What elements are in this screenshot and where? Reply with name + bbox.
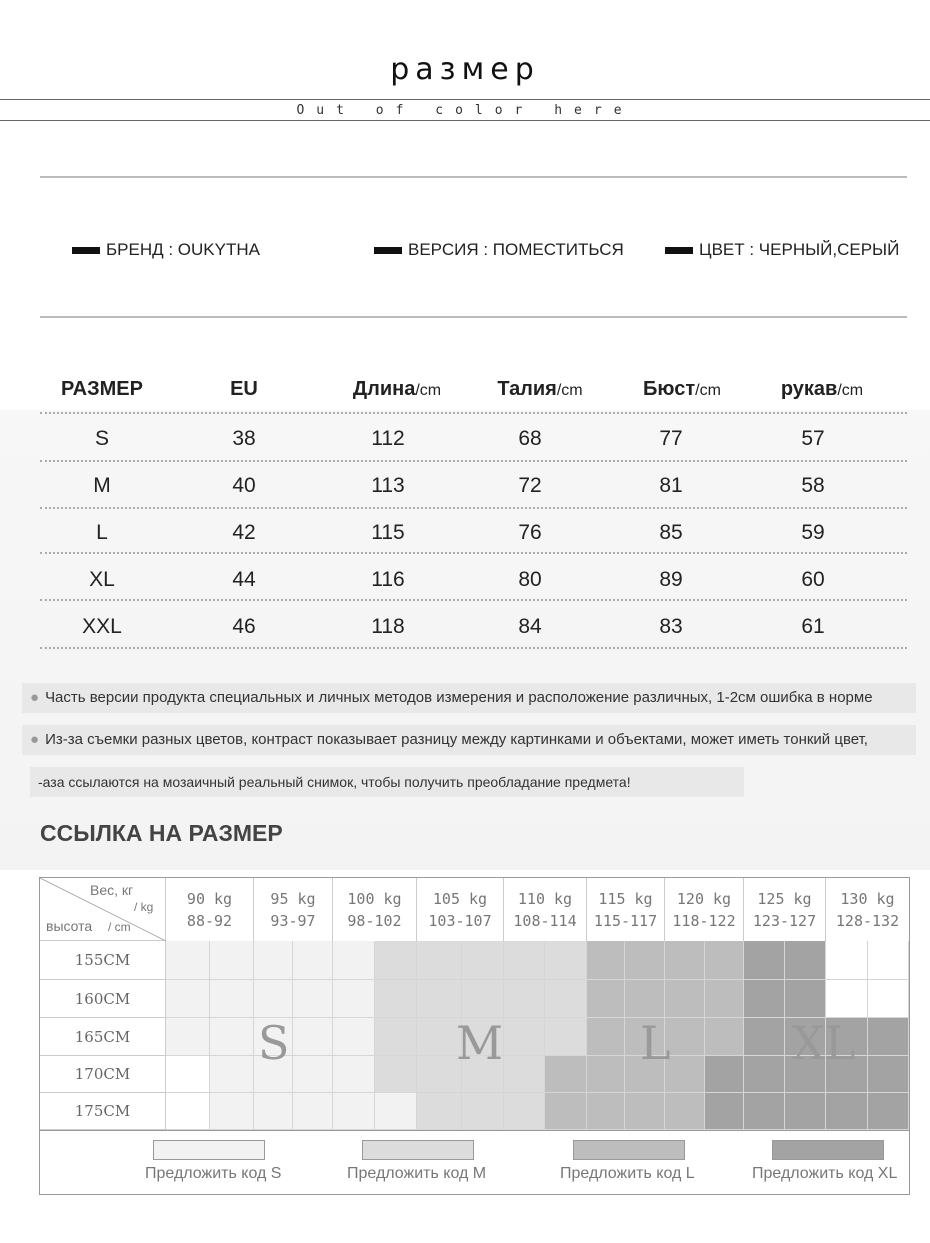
weight-column-header: 125 kg 123-127 bbox=[744, 878, 826, 941]
table-row bbox=[40, 474, 907, 521]
grid-cell bbox=[166, 941, 210, 980]
grid-cell bbox=[826, 941, 868, 980]
grid-cell bbox=[744, 1093, 785, 1130]
grid-cell bbox=[868, 980, 909, 1018]
grid-cell bbox=[587, 980, 625, 1018]
cell-size: XL bbox=[89, 568, 115, 591]
grid-cell bbox=[210, 980, 254, 1018]
page-title: размер bbox=[390, 52, 540, 87]
grid-cell bbox=[462, 980, 504, 1018]
cell-length: 118 bbox=[371, 615, 405, 638]
grid-cell bbox=[785, 941, 826, 980]
weight-column-header: 90 kg 88-92 bbox=[166, 878, 254, 941]
grid-cell bbox=[375, 1093, 417, 1130]
table-row bbox=[40, 568, 907, 615]
cell-bust: 89 bbox=[659, 568, 683, 591]
cell-bust: 81 bbox=[659, 474, 683, 497]
grid-cell bbox=[504, 941, 545, 980]
cell-eu: 42 bbox=[232, 521, 256, 544]
legend-swatch-xl bbox=[772, 1140, 884, 1160]
weight-column-header: 115 kg 115-117 bbox=[587, 878, 665, 941]
grid-cell bbox=[665, 941, 705, 980]
size-table-header bbox=[40, 378, 907, 425]
divider bbox=[0, 120, 930, 121]
height-row-label: 170CM bbox=[40, 1056, 166, 1093]
weight-column-header: 105 kg 103-107 bbox=[417, 878, 504, 941]
header-sleeve: рукав/cm bbox=[780, 378, 864, 400]
grid-cell bbox=[333, 941, 375, 980]
grid-cell bbox=[210, 1018, 254, 1056]
grid-cell bbox=[375, 980, 417, 1018]
height-row-label: 165CM bbox=[40, 1018, 166, 1056]
page-subtitle: Out of color here bbox=[296, 103, 634, 118]
table-row bbox=[40, 427, 907, 474]
dotted-divider bbox=[40, 507, 907, 509]
cell-waist: 84 bbox=[518, 615, 542, 638]
grid-cell bbox=[587, 941, 625, 980]
cell-sleeve: 58 bbox=[801, 474, 825, 497]
cell-sleeve: 60 bbox=[801, 568, 825, 591]
height-row-label: 155CM bbox=[40, 941, 166, 980]
grid-cell bbox=[166, 980, 210, 1018]
grid-cell bbox=[417, 941, 462, 980]
grid-cell bbox=[545, 1018, 587, 1056]
grid-cell bbox=[166, 1093, 210, 1130]
cell-bust: 85 bbox=[659, 521, 683, 544]
cell-size: S bbox=[94, 427, 109, 450]
grid-cell bbox=[665, 980, 705, 1018]
grid-cell bbox=[254, 1093, 293, 1130]
bullet-bar-icon bbox=[665, 247, 693, 254]
legend-swatch-m bbox=[362, 1140, 474, 1160]
grid-cell bbox=[625, 941, 665, 980]
cell-bust: 83 bbox=[659, 615, 683, 638]
grid-cell bbox=[333, 1056, 375, 1093]
grid-cell bbox=[744, 941, 785, 980]
cell-eu: 46 bbox=[232, 615, 256, 638]
grid-cell bbox=[587, 1093, 625, 1130]
weight-column-header: 95 kg 93-97 bbox=[254, 878, 333, 941]
grid-cell bbox=[705, 1093, 744, 1130]
cell-length: 112 bbox=[371, 427, 405, 450]
cell-waist: 72 bbox=[518, 474, 542, 497]
dotted-divider bbox=[40, 599, 907, 601]
grid-cell bbox=[665, 1093, 705, 1130]
grid-cell bbox=[625, 980, 665, 1018]
height-unit: / cm bbox=[108, 920, 131, 934]
grid-cell bbox=[293, 1056, 333, 1093]
cell-length: 116 bbox=[371, 568, 405, 591]
cell-eu: 44 bbox=[232, 568, 256, 591]
cell-eu: 38 bbox=[232, 427, 256, 450]
header-waist: Талия/cm bbox=[497, 378, 583, 400]
height-label: высота bbox=[46, 918, 93, 934]
cell-bust: 77 bbox=[659, 427, 683, 450]
legend-label-s: Предложить код S bbox=[145, 1165, 282, 1182]
grid-cell bbox=[868, 941, 909, 980]
grid-cell bbox=[826, 1093, 868, 1130]
size-reference-grid bbox=[39, 877, 910, 1195]
cell-length: 113 bbox=[371, 474, 405, 497]
weight-column-header: 100 kg 98-102 bbox=[333, 878, 417, 941]
grid-cell bbox=[665, 1018, 705, 1056]
grid-cell bbox=[868, 1018, 909, 1056]
grid-cell bbox=[333, 980, 375, 1018]
grid-cell bbox=[744, 980, 785, 1018]
grid-cell bbox=[375, 1056, 417, 1093]
grid-cell bbox=[744, 1018, 785, 1056]
cell-length: 115 bbox=[371, 521, 405, 544]
divider bbox=[40, 1130, 909, 1131]
grid-cell bbox=[293, 980, 333, 1018]
legend-label-m: Предложить код M bbox=[347, 1165, 487, 1182]
grid-cell bbox=[625, 1093, 665, 1130]
table-row bbox=[40, 521, 907, 568]
grid-cell bbox=[504, 1056, 545, 1093]
note-reference: -аза ссылаются на мозаичный реальный снимок, чтобы получить преобладание предмета! bbox=[30, 767, 744, 797]
grid-cell bbox=[333, 1018, 375, 1056]
size-letter-m: M bbox=[456, 1016, 504, 1070]
grid-cell bbox=[504, 1093, 545, 1130]
grid-cell bbox=[166, 1056, 210, 1093]
size-letter-s: S bbox=[258, 1016, 290, 1070]
legend-label-l: Предложить код L bbox=[560, 1165, 695, 1182]
brand-info bbox=[72, 240, 260, 260]
weight-column-header: 120 kg 118-122 bbox=[665, 878, 744, 941]
cell-sleeve: 59 bbox=[801, 521, 825, 544]
size-letter-l: L bbox=[640, 1016, 671, 1070]
cell-waist: 76 bbox=[518, 521, 542, 544]
grid-cell bbox=[587, 1056, 625, 1093]
grid-cell bbox=[166, 1018, 210, 1056]
dotted-divider bbox=[40, 647, 907, 649]
grid-cell bbox=[210, 1093, 254, 1130]
reference-title: ССЫЛКА НА РАЗМЕР bbox=[40, 820, 283, 846]
weight-unit: / kg bbox=[134, 900, 154, 914]
weight-column-header: 130 kg 128-132 bbox=[835, 890, 900, 930]
grid-cell bbox=[587, 1018, 625, 1056]
grid-cell bbox=[417, 980, 462, 1018]
grid-cell bbox=[293, 941, 333, 980]
legend-swatch-s bbox=[153, 1140, 265, 1160]
grid-cell bbox=[462, 1093, 504, 1130]
grid-cell bbox=[545, 941, 587, 980]
grid-cell bbox=[254, 941, 293, 980]
bullet-bar-icon bbox=[72, 247, 100, 254]
grid-cell bbox=[826, 980, 868, 1018]
dotted-divider bbox=[40, 552, 907, 554]
version-info bbox=[374, 240, 624, 260]
grid-cell bbox=[785, 980, 826, 1018]
size-letter-xl: XL bbox=[792, 1016, 856, 1070]
grid-cell bbox=[210, 941, 254, 980]
grid-cell bbox=[545, 1093, 587, 1130]
grid-cell bbox=[705, 941, 744, 980]
weight-column-header: 110 kg 108-114 bbox=[504, 878, 587, 941]
grid-cell bbox=[785, 1093, 826, 1130]
grid-cell bbox=[504, 1018, 545, 1056]
grid-cell bbox=[210, 1056, 254, 1093]
grid-cell bbox=[333, 1093, 375, 1130]
grid-cell bbox=[462, 941, 504, 980]
grid-cell bbox=[705, 1018, 744, 1056]
height-row-label: 160CM bbox=[40, 980, 166, 1018]
version-label: ВЕРСИЯ : ПОМЕСТИТЬСЯ bbox=[408, 240, 624, 259]
note-measurement: ● Часть версии продукта специальных и личных методов измерения и расположение различных, 1-2см ошибка в норме bbox=[22, 683, 916, 713]
grid-cell bbox=[375, 941, 417, 980]
divider bbox=[40, 316, 907, 318]
grid-cell bbox=[868, 1056, 909, 1093]
weight-label: Вес, кг bbox=[90, 882, 134, 898]
cell-sleeve: 61 bbox=[801, 615, 825, 638]
header-length: Длина/cm bbox=[352, 378, 442, 400]
grid-cell bbox=[665, 1056, 705, 1093]
cell-size: L bbox=[96, 521, 108, 544]
legend-label-xl: Предложить код XL bbox=[752, 1165, 898, 1182]
header-eu: EU bbox=[230, 378, 258, 400]
grid-cell bbox=[744, 1056, 785, 1093]
grid-cell bbox=[417, 1093, 462, 1130]
grid-corner-cell bbox=[40, 878, 166, 941]
cell-size: XXL bbox=[82, 615, 122, 638]
grid-cell bbox=[545, 980, 587, 1018]
cell-waist: 80 bbox=[518, 568, 542, 591]
color-label: ЦВЕТ : ЧЕРНЫЙ,СЕРЫЙ bbox=[699, 240, 900, 259]
grid-cell bbox=[375, 1018, 417, 1056]
cell-eu: 40 bbox=[232, 474, 256, 497]
grid-cell bbox=[705, 1056, 744, 1093]
bullet-bar-icon bbox=[374, 247, 402, 254]
dotted-divider bbox=[40, 412, 907, 414]
grid-cell bbox=[545, 1056, 587, 1093]
color-info bbox=[665, 240, 899, 260]
grid-cell bbox=[504, 980, 545, 1018]
cell-waist: 68 bbox=[518, 427, 542, 450]
cell-sleeve: 57 bbox=[801, 427, 825, 450]
legend-swatch-l bbox=[573, 1140, 685, 1160]
grid-cell bbox=[868, 1093, 909, 1130]
grid-cell bbox=[254, 980, 293, 1018]
divider bbox=[0, 99, 930, 100]
brand-label: БРЕНД : OUKYTHA bbox=[106, 240, 260, 259]
cell-size: M bbox=[93, 474, 111, 497]
dotted-divider bbox=[40, 460, 907, 462]
divider bbox=[40, 176, 907, 178]
table-row bbox=[40, 615, 907, 662]
height-row-label: 175CM bbox=[40, 1093, 166, 1130]
header-bust: Бюст/cm bbox=[643, 378, 721, 400]
grid-cell bbox=[293, 1018, 333, 1056]
grid-cell bbox=[705, 980, 744, 1018]
note-color: ● Из-за съемки разных цветов, контраст показывает разницу между картинками и объектами, может иметь тонкий цвет, bbox=[22, 725, 916, 755]
grid-cell bbox=[293, 1093, 333, 1130]
header-size: РАЗМЕР bbox=[61, 378, 143, 400]
